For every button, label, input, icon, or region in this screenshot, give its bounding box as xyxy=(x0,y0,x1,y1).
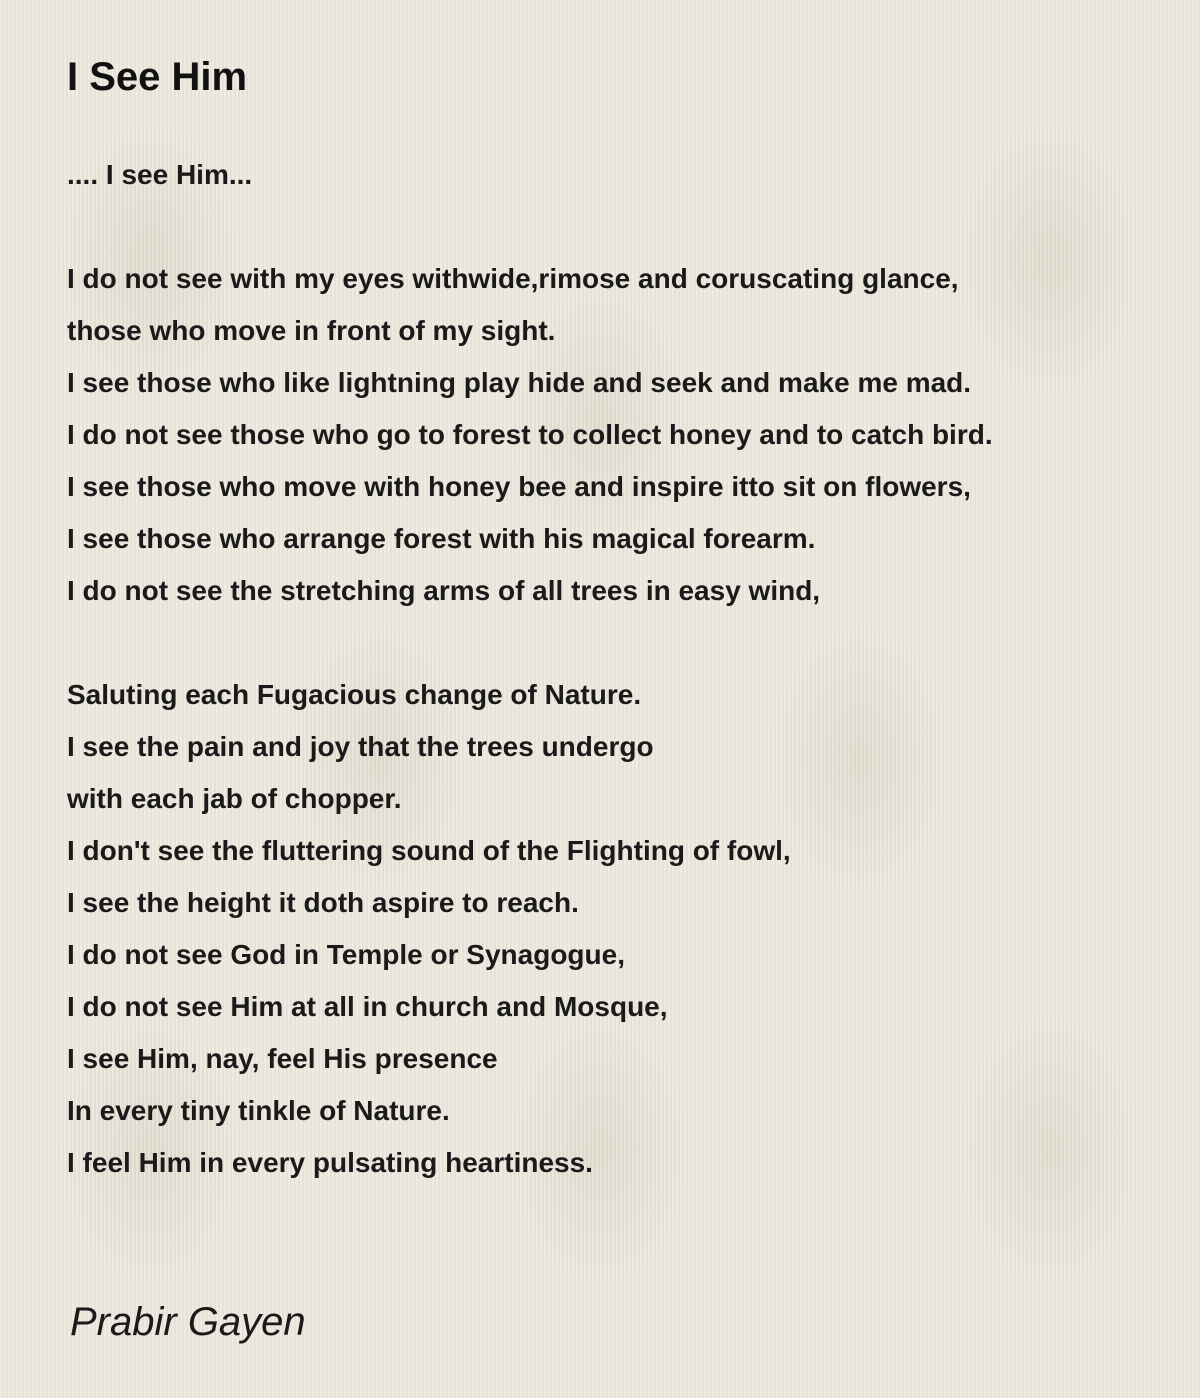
poem-line: those who move in front of my sight. xyxy=(67,315,556,346)
poem-line: I do not see the stretching arms of all trees in easy wind, xyxy=(67,575,821,606)
poem-line: with each jab of chopper. xyxy=(67,783,402,814)
poem-line-blank xyxy=(67,617,1177,669)
poem-line: .... I see Him... xyxy=(67,159,253,190)
poem-body xyxy=(67,149,1177,1189)
poem-line: I see those who like lightning play hide and seek and make me mad. xyxy=(67,367,972,398)
poem-line: I do not see Him at all in church and Mosque, xyxy=(67,991,668,1022)
poem-author: Prabir Gayen xyxy=(70,1300,306,1344)
poem-line: I see the height it doth aspire to reach. xyxy=(67,887,579,918)
poem-line-blank xyxy=(67,201,1177,253)
poem-line: I see those who move with honey bee and inspire itto sit on flowers, xyxy=(67,471,971,502)
poem-line: I do not see those who go to forest to collect honey and to catch bird. xyxy=(67,419,993,450)
poem-line: In every tiny tinkle of Nature. xyxy=(67,1095,450,1126)
poem-title: I See Him xyxy=(67,55,248,99)
poem-line: I see the pain and joy that the trees undergo xyxy=(67,731,654,762)
poem-page xyxy=(67,0,1177,1398)
poem-line: I feel Him in every pulsating heartiness. xyxy=(67,1147,593,1178)
poem-line: I see those who arrange forest with his magical forearm. xyxy=(67,523,816,554)
poem-line: I do not see with my eyes withwide,rimose and coruscating glance, xyxy=(67,263,959,294)
poem-line: Saluting each Fugacious change of Nature. xyxy=(67,679,642,710)
poem-line: I don't see the fluttering sound of the Flighting of fowl, xyxy=(67,835,791,866)
poem-line: I see Him, nay, feel His presence xyxy=(67,1043,498,1074)
poem-line: I do not see God in Temple or Synagogue, xyxy=(67,939,625,970)
